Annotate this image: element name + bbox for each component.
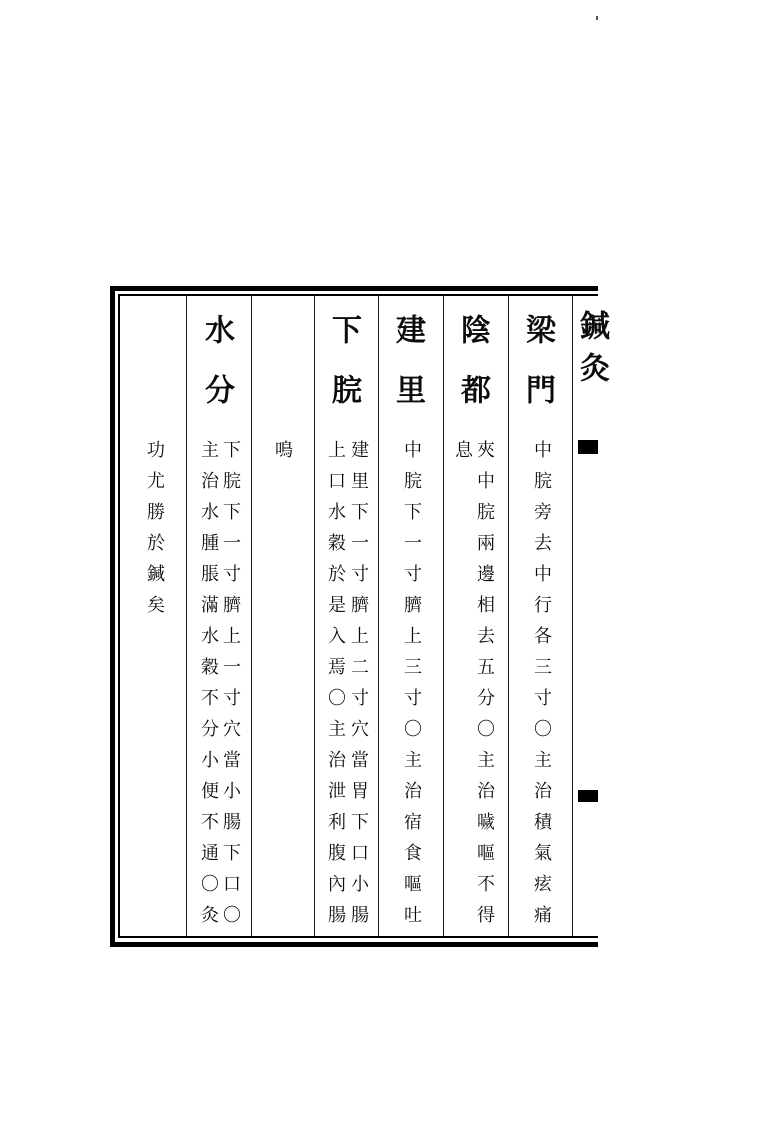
column-rule (572, 294, 573, 936)
entry-text-liangmen: 中脘旁去中行各三寸〇主治積氣痃痛 (531, 440, 552, 936)
margin-title-text: 鍼灸 (574, 310, 609, 394)
entry-heading-yindu (457, 314, 497, 434)
entry-text-shuifen-line2: 主治水腫脹滿水穀不分小便不通〇灸 (198, 440, 219, 936)
column-rule (251, 294, 252, 936)
heading-text: 水分 (199, 314, 234, 434)
entry-heading-shuifen (201, 314, 241, 434)
entry-text-continuation-ming: 鳴 (272, 440, 293, 471)
heading-text: 建里 (390, 314, 425, 434)
entry-text-continuation-gong: 功尤勝於鍼矣 (144, 440, 165, 626)
page-border-bottom (110, 942, 598, 947)
column-rule (443, 294, 444, 936)
entry-text-xiawan-line2: 上口水穀於是入焉〇主治泄利腹內腸 (325, 440, 346, 936)
entry-text-yindu-line2: 息 (452, 440, 473, 471)
page-border-top-inner (118, 294, 598, 296)
entry-heading-liangmen (522, 314, 562, 434)
entry-text-shuifen-line1: 下脘下一寸臍上一寸穴當小腸下口〇 (220, 440, 241, 936)
entry-text-xiawan-line1: 建里下一寸臍上二寸穴當胃下口小腸 (348, 440, 369, 936)
column-rule (378, 294, 379, 936)
entry-text-jianli: 中脘下一寸臍上三寸〇主治宿食嘔吐 (401, 440, 422, 936)
entry-text-yindu-line1: 夾中脘兩邊相去五分〇主治噦嘔不得 (474, 440, 495, 936)
heading-text: 陰都 (455, 314, 490, 434)
page-border-left-inner (118, 294, 120, 938)
margin-title (574, 300, 609, 450)
heading-text: 梁門 (520, 314, 555, 434)
paper-speck (596, 16, 598, 20)
page-border-top (110, 286, 598, 291)
column-rule (314, 294, 315, 936)
page-border-left (110, 286, 115, 947)
heading-text: 下脘 (326, 314, 361, 434)
column-rule (508, 294, 509, 936)
page-border-bottom-inner (118, 936, 598, 938)
entry-heading-jianli (392, 314, 432, 434)
entry-heading-xiawan (328, 314, 368, 434)
margin-tab-mark-top (578, 440, 598, 454)
margin-tab-mark-bottom (578, 790, 598, 802)
column-rule (186, 294, 187, 936)
